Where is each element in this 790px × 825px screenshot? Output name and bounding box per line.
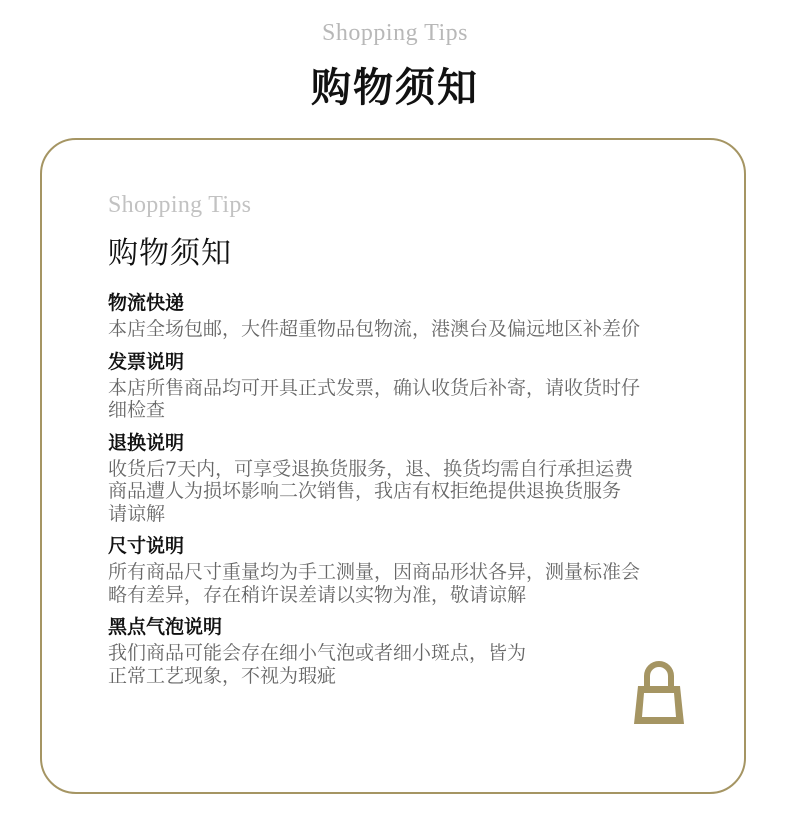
section-invoice [108,349,708,422]
section-heading: 黑点气泡说明 [108,616,223,638]
section-size [108,533,708,606]
header-subtitle: Shopping Tips [322,20,468,46]
section-shipping [108,290,708,341]
page-title: 购物须知 [311,64,479,111]
shopping-tips-card [40,138,746,794]
section-blemishes [108,614,708,687]
section-heading: 退换说明 [108,431,185,454]
section-body: 收货后7天内，可享受退换货服务，退、换货均需自行承担运费 商品遭人为损坏影响二次销售，我店有权拒绝提供退换货服务 请谅解 [108,457,634,525]
shopping-bag-icon [630,660,688,728]
section-body: 所有商品尺寸重量均为手工测量，因商品形状各异，测量标准会 略有差异，存在稍许误差请以实物为准，敬请谅解 [108,561,641,606]
section-heading: 尺寸说明 [108,535,185,557]
section-heading: 物流快递 [108,292,185,314]
tips-list [108,290,708,695]
section-body: 本店所售商品均可开具正式发票，确认收货后补寄，请收货时仔 细检查 [108,376,641,421]
section-body: 我们商品可能会存在细小气泡或者细小斑点，皆为 正常工艺现象，不视为瑕疵 [108,642,527,687]
section-returns [108,430,708,526]
section-heading: 发票说明 [108,350,185,373]
section-body: 本店全场包邮，大件超重物品包物流，港澳台及偏远地区补差价 [108,318,641,340]
card-title: 购物须知 [108,236,232,271]
card-subtitle: Shopping Tips [108,192,252,218]
